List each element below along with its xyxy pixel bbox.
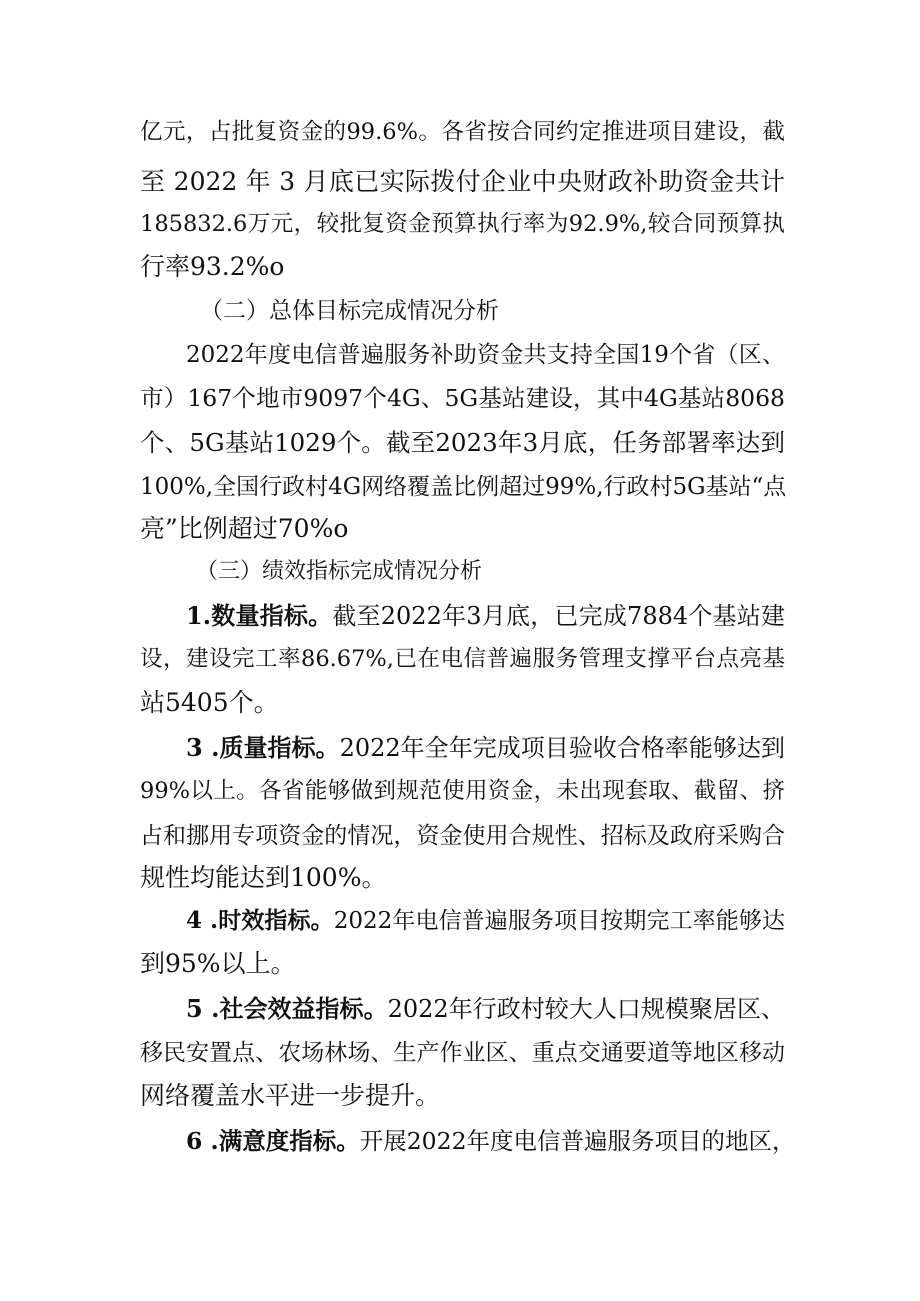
paragraph-line: 市）167个地市9097个4G、5G基站建设，其中4G基站8068 xyxy=(140,384,785,412)
indicator-label: 4 .时效指标。 xyxy=(186,907,334,934)
indicator-label: 5 .社会效益指标。 xyxy=(186,994,388,1023)
section-heading: （三）绩效指标完成情况分析 xyxy=(196,559,483,584)
paragraph-line: 99%以上。各省能够做到规范使用资金，未出现套取、截留、挤 xyxy=(140,778,785,804)
indicator-item-line: 6 .满意度指标。开展2022年度电信普遍服务项目的地区， xyxy=(186,1127,796,1155)
paragraph-line: 规性均能达到100%。 xyxy=(140,863,387,892)
indicator-label: 3 .质量指标。 xyxy=(186,733,340,762)
paragraph-line: 至 2022 年 3 月底已实际拨付企业中央财政补助资金共计 xyxy=(140,167,785,196)
paragraph-line: 移民安置点、农场林场、生产作业区、重点交通要道等地区移动 xyxy=(140,1040,785,1066)
paragraph-line: 网络覆盖水平进一步提升。 xyxy=(140,1081,441,1110)
paragraph-line: 个、5G基站1029个。截至2023年3月底，任务部署率达到 xyxy=(140,428,785,457)
section-heading: （二）总体目标完成情况分析 xyxy=(200,298,499,324)
paragraph-line: 亮”比例超过70%o xyxy=(140,514,349,543)
indicator-label: 6 .满意度指标。 xyxy=(186,1127,360,1155)
indicator-item-line: 1.数量指标。截至2022年3月底，已完成7884个基站建 xyxy=(186,601,785,630)
paragraph-line: 设，建设完工率86.67%,已在电信普遍服务管理支撑平台点亮基 xyxy=(140,646,785,672)
paragraph-line: 100%,全国行政村4G网络覆盖比例超过99%,行政村5G基站“点 xyxy=(140,474,787,500)
indicator-label: 1.数量指标。 xyxy=(186,601,333,630)
indicator-item-line: 3 .质量指标。2022年全年完成项目验收合格率能够达到 xyxy=(186,733,785,762)
paragraph-line: 占和挪用专项资金的情况，资金使用合规性、招标及政府采购合 xyxy=(140,823,785,849)
indicator-item-line: 4 .时效指标。2022年电信普遍服务项目按期完工率能够达 xyxy=(186,907,785,934)
paragraph-line: 到95%以上。 xyxy=(140,949,296,978)
paragraph-line: 站5405个。 xyxy=(140,688,279,717)
paragraph-line: 行率93.2%o xyxy=(140,252,285,281)
indicator-item-line: 5 .社会效益指标。2022年行政村较大人口规模聚居区、 xyxy=(186,994,785,1023)
paragraph-line: 2022年度电信普遍服务补助资金共支持全国19个省（区、 xyxy=(186,342,785,368)
paragraph-line: 185832.6万元，较批复资金预算执行率为92.9%,较合同预算执 xyxy=(140,211,785,237)
paragraph-line: 亿元，占批复资金的99.6%。各省按合同约定推进项目建设，截 xyxy=(140,119,785,145)
